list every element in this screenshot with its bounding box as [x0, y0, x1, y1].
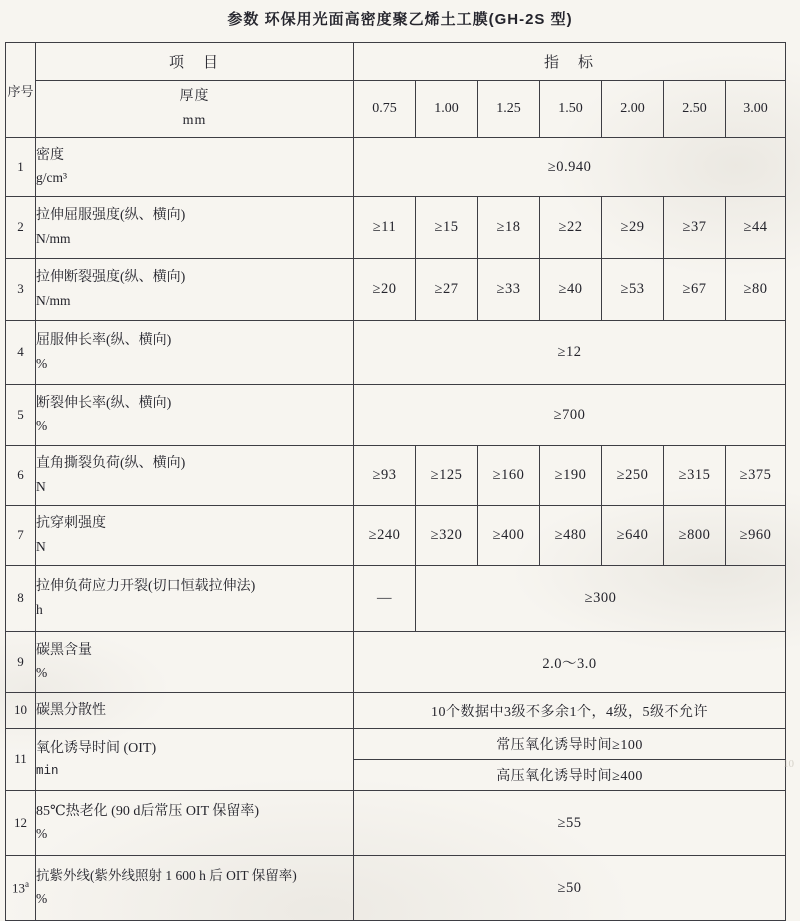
- value-cell: ≥320: [416, 506, 478, 566]
- thickness-value: 1.50: [540, 81, 602, 138]
- column-header-indicator: 指 标: [354, 43, 786, 81]
- item-name: 屈服伸长率(纵、横向): [36, 333, 172, 349]
- table-row: [6, 138, 786, 197]
- value-cell: ≥67: [664, 259, 726, 321]
- header-row-1: [6, 43, 786, 81]
- item-name: 碳黑含量: [36, 642, 92, 658]
- table-row: [6, 385, 786, 446]
- row-number: 6: [6, 446, 36, 506]
- item-unit: N: [36, 478, 46, 494]
- thickness-value: 1.00: [416, 81, 478, 138]
- value-cell: ≥125: [416, 446, 478, 506]
- value-cell: ≥44: [726, 197, 786, 259]
- thickness-value: 2.00: [602, 81, 664, 138]
- value-cell: 10个数据中3级不多余1个，4级，5级不允许: [354, 693, 786, 729]
- value-cell: ≥53: [602, 259, 664, 321]
- item-label-cell: [36, 856, 354, 921]
- value-cell: ≥480: [540, 506, 602, 566]
- value-cell: ≥37: [664, 197, 726, 259]
- value-cell: ≥80: [726, 259, 786, 321]
- item-label-cell: [36, 138, 354, 197]
- item-name: 拉伸负荷应力开裂(切口恒载拉伸法): [36, 579, 256, 595]
- item-unit: %: [36, 418, 48, 434]
- header-row-2: [6, 81, 786, 138]
- column-header-item: 项 目: [36, 43, 354, 81]
- table-row: [6, 259, 786, 321]
- item-label-cell: [36, 729, 354, 791]
- item-label-cell: [36, 791, 354, 856]
- row-number: 5: [6, 385, 36, 446]
- item-unit: N: [36, 538, 46, 554]
- table-row: [6, 856, 786, 921]
- value-cell: 2.0～3.0: [354, 632, 786, 693]
- item-name: 85℃热老化 (90 d后常压 OIT 保留率): [36, 803, 260, 819]
- value-cell: ≥640: [602, 506, 664, 566]
- value-cell: ≥12: [354, 321, 786, 385]
- value-cell: ≥33: [478, 259, 540, 321]
- value-cell: ≥400: [478, 506, 540, 566]
- row-number: 10: [6, 693, 36, 729]
- item-name: 拉伸屈服强度(纵、横向): [36, 208, 186, 224]
- item-unit: h: [36, 601, 43, 617]
- row-number: 8: [6, 566, 36, 632]
- item-name: 断裂伸长率(纵、横向): [36, 395, 172, 411]
- value-cell: ≥375: [726, 446, 786, 506]
- value-cell: ≥190: [540, 446, 602, 506]
- item-unit: min: [36, 763, 59, 778]
- row-number: 9: [6, 632, 36, 693]
- table-row: [6, 791, 786, 856]
- thickness-label: 厚度: [179, 89, 210, 105]
- value-cell: ≥800: [664, 506, 726, 566]
- value-cell: ≥700: [354, 385, 786, 446]
- row-number: 3: [6, 259, 36, 321]
- item-label-cell: [36, 446, 354, 506]
- thickness-value: 0.75: [354, 81, 416, 138]
- table-row: [6, 506, 786, 566]
- value-cell: ≥960: [726, 506, 786, 566]
- thickness-value: 1.25: [478, 81, 540, 138]
- value-cell: 高压氧化诱导时间≥400: [354, 760, 786, 791]
- item-unit: %: [36, 355, 48, 371]
- row-number: 1: [6, 138, 36, 197]
- value-cell: ≥18: [478, 197, 540, 259]
- table-row: [6, 729, 786, 760]
- item-name: 密度: [36, 147, 64, 163]
- table-row: [6, 321, 786, 385]
- value-cell: ≥20: [354, 259, 416, 321]
- value-cell: ≥250: [602, 446, 664, 506]
- item-name: 拉伸断裂强度(纵、横向): [36, 270, 186, 286]
- item-label-cell: [36, 693, 354, 729]
- table-row: [6, 197, 786, 259]
- value-cell: ≥93: [354, 446, 416, 506]
- row-number-footnote-marker: a: [25, 879, 29, 890]
- scan-artifact: 10: [783, 758, 794, 770]
- thickness-unit: mm: [182, 113, 207, 128]
- value-cell: ≥15: [416, 197, 478, 259]
- item-name: 氧化诱导时间 (OIT): [36, 740, 157, 756]
- value-cell: ≥27: [416, 259, 478, 321]
- item-unit: g/cm³: [36, 170, 68, 186]
- value-cell: ≥11: [354, 197, 416, 259]
- row-number: 13$^a$: [6, 856, 36, 921]
- thickness-header: [36, 81, 354, 138]
- spec-table: [5, 42, 786, 921]
- item-unit: N/mm: [36, 292, 71, 308]
- item-label-cell: [36, 506, 354, 566]
- row-number: 11: [6, 729, 36, 791]
- row-number: 12: [6, 791, 36, 856]
- item-unit: %: [36, 665, 48, 681]
- item-name: 碳黑分散性: [36, 702, 106, 718]
- value-cell: ≥0.940: [354, 138, 786, 197]
- item-label-cell: [36, 632, 354, 693]
- item-label-cell: [36, 197, 354, 259]
- value-cell: ≥55: [354, 791, 786, 856]
- value-cell: ≥40: [540, 259, 602, 321]
- document-title: 参数 环保用光面高密度聚乙烯土工膜(GH-2S 型): [227, 11, 573, 28]
- row-number: 2: [6, 197, 36, 259]
- table-row: [6, 446, 786, 506]
- value-cell: ≥22: [540, 197, 602, 259]
- value-cell: ≥29: [602, 197, 664, 259]
- value-cell: —: [354, 566, 416, 632]
- item-unit: %: [36, 891, 48, 906]
- value-cell: ≥50: [354, 856, 786, 921]
- value-cell: ≥300: [416, 566, 786, 632]
- thickness-value: 2.50: [664, 81, 726, 138]
- value-cell: ≥240: [354, 506, 416, 566]
- value-cell: ≥160: [478, 446, 540, 506]
- item-name: 直角撕裂负荷(纵、横向): [36, 456, 186, 472]
- column-header-seq: 序号: [6, 43, 36, 138]
- item-name: 抗紫外线(紫外线照射 1 600 h 后 OIT 保留率): [36, 868, 297, 884]
- item-label-cell: [36, 566, 354, 632]
- item-unit: N/mm: [36, 230, 71, 246]
- row-number: 7: [6, 506, 36, 566]
- item-unit: %: [36, 826, 48, 842]
- table-row: [6, 632, 786, 693]
- value-cell: ≥315: [664, 446, 726, 506]
- table-row: [6, 693, 786, 729]
- table-row: [6, 566, 786, 632]
- thickness-value: 3.00: [726, 81, 786, 138]
- value-cell: 常压氧化诱导时间≥100: [354, 729, 786, 760]
- item-label-cell: [36, 385, 354, 446]
- item-label-cell: [36, 259, 354, 321]
- row-number: 4: [6, 321, 36, 385]
- item-label-cell: [36, 321, 354, 385]
- item-name: 抗穿刺强度: [36, 516, 106, 532]
